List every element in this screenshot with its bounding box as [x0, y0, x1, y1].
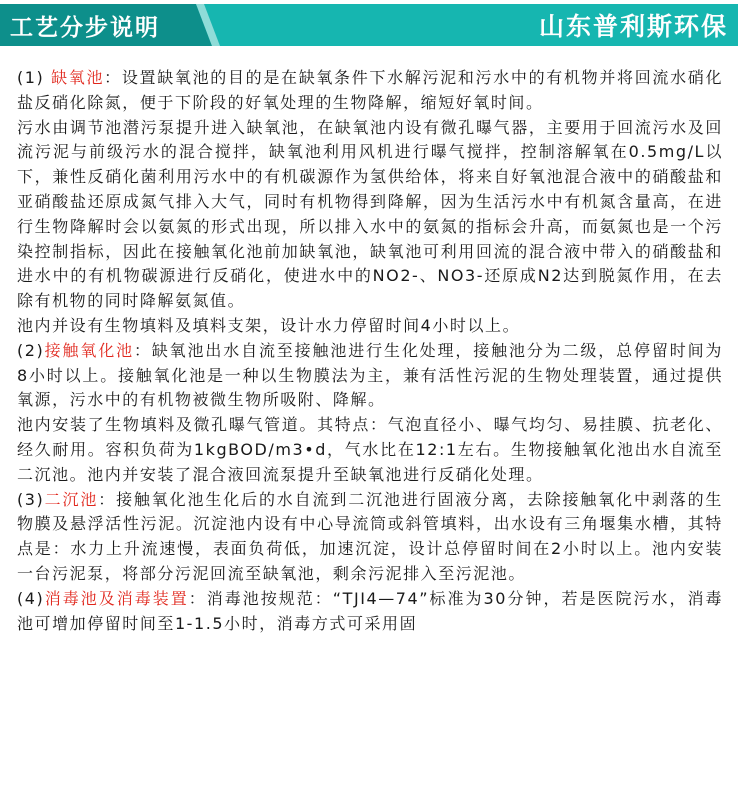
section-number: (2) — [17, 340, 45, 360]
section-text: ：消毒池按规范：“TJI4—74”标准为30分钟，若是医院污水，消毒池可增加停留时间至1-1.5小时，消毒方式可采用固 — [17, 588, 724, 633]
section-text: ：接触氧化池生化后的水自流到二沉池进行固液分离，去除接触氧化中剥落的生物膜及悬浮活性污泥。沉淀池内设有中心导流筒或斜管填料，出水设有三角堰集水槽，其特点是：水力上升流速慢，表面负荷低，加速沉淀，设计总停留时间在2小时以上。池内安装一台污泥泵，将部分污泥回流至缺氧池，剩余污泥排入至污泥池。 — [17, 489, 723, 583]
company-name: 山东普利斯环保 — [538, 12, 728, 41]
section-contact-oxidation-tank — [17, 339, 723, 413]
paragraph: 池内并设有生物填料及填料支架，设计水力停留时间4小时以上。 — [17, 315, 521, 335]
section-heading: 二沉池 — [44, 489, 99, 509]
section-number: (1) — [17, 68, 52, 87]
section-number: (3) — [17, 489, 45, 509]
section-secondary-clarifier — [17, 488, 723, 587]
section-number: (4) — [17, 588, 45, 608]
paragraph: 池内安装了生物填料及微孔曝气管道。其特点：气泡直径小、曝气均匀、易挂膜、抗老化、经久耐用。容积负荷为1kgBOD/m3•d，气水比在12:1左右。生物接触氧化池出水自流至二沉池。池内并安装了混合液回流泵提升至缺氧池进行反硝化处理。 — [17, 415, 723, 484]
section-text: ：设置缺氧池的目的是在缺氧条件下水解污泥和污水中的有机物并将回流水硝化盐反硝化除氮，便于下阶段的好氧处理的生物降解，缩短好氧时间。 — [17, 68, 723, 112]
section-anoxic-tank — [17, 66, 723, 116]
header-banner — [0, 0, 738, 52]
page-title: 工艺分步说明 — [10, 14, 160, 41]
paragraph: 污水由调节池潜污泵提升进入缺氧池，在缺氧池内设有微孔曝气器，主要用于回流污水及回流污泥与前级污水的混合搅拌，缺氧池利用风机进行曝气搅拌，控制溶解氧在0.5mg/L以下，兼性反硝化菌利用污水中的有机碳源作为氢供给体，将来自好氧池混合液中的硝酸盐和亚硝酸盐还原成氮气排入大气，同时有机物得到降解，因为生活污水中有机氮含量高，在进行生物降解时会以氨氮的形式出现，所以排入水中的氨氮的指标会升高，而氨氮也是一个污染控制指标，因此在接触氧化池前加缺氧池，缺氧池可利用回流的混合液中带入的硝酸盐和进水中的有机物碳源进行反硝化，使进水中的NO2-、NO3-还原成N2达到脱氮作用，在去除有机物的同时降解氨氮值。 — [17, 117, 723, 311]
section-text: ：缺氧池出水自流至接触池进行生化处理，接触池分为二级，总停留时间为 8小时以上。接触氧化池是一种以生物膜法为主，兼有活性污泥的生物处理装置，通过提供氧源，污水中的有机物被微生物所吸附、降解。 — [17, 340, 723, 410]
article-body — [17, 66, 723, 636]
section-disinfection — [17, 587, 723, 637]
section-heading: 缺氧池 — [51, 68, 105, 87]
section-heading: 接触氧化池 — [44, 340, 134, 360]
section-heading: 消毒池及消毒装置 — [44, 588, 189, 608]
